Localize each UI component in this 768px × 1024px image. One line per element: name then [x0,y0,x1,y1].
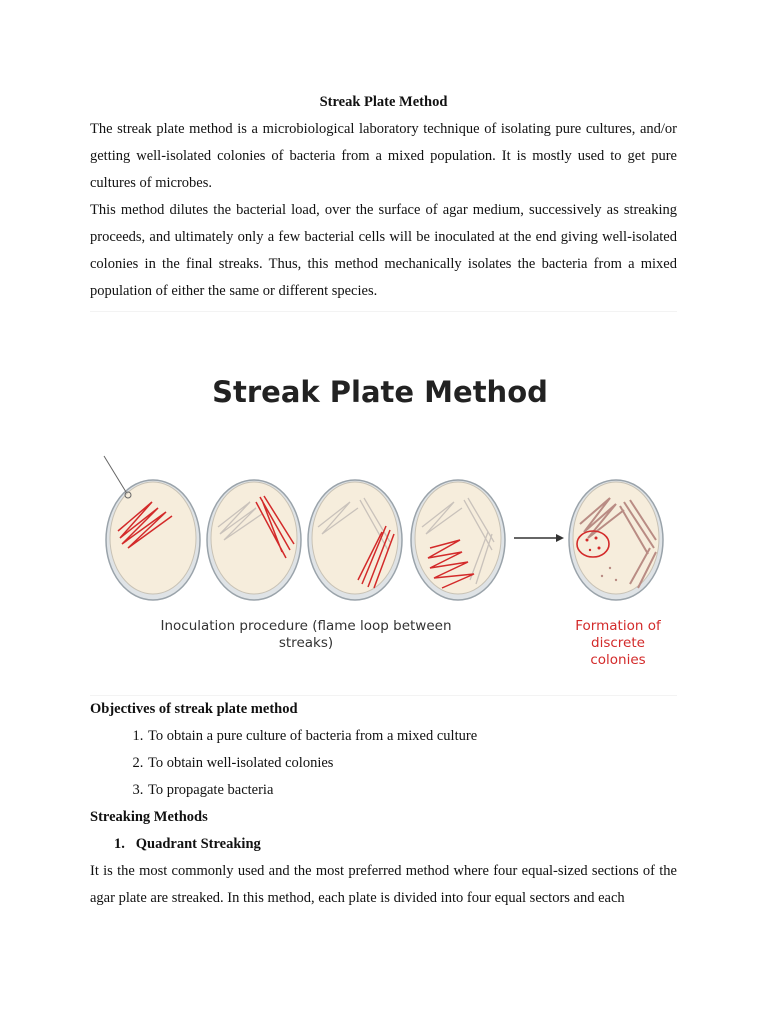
figure-caption-right-3: colonies [590,652,646,668]
petri-dish-2 [207,480,301,600]
quadrant-paragraph: It is the most commonly used and the most preferred method where four equal-sized sections of the agar plate are streaked. In this method, each plate is divided into four equal sectors and each [90,863,677,906]
inoculating-loop-icon [104,456,126,492]
list-item: 1. To obtain a pure culture of bacteria from a mixed culture [147,723,677,750]
figure-title: Streak Plate Method [212,375,548,409]
document-page [90,89,677,912]
streak-plate-illustration [90,312,677,695]
petri-dish-3 [308,480,402,600]
streak-plate-figure [90,311,677,696]
figure-caption-left-2: streaks) [278,635,334,651]
petri-dish-1 [104,456,200,600]
quadrant-streaking-heading [90,831,677,858]
section-title: Quadrant Streaking [135,836,261,852]
intro-paragraph-2: This method dilutes the bacterial load, over the surface of agar medium, successively as streaking proceeds, and ultimately only a few bacterial cells will be inoculated at the end giving well-isolated colonies in the final streaks. Thus, this method mechanically isolates the bacteria from a mixed population of either the same or different species. [90,202,677,299]
arrow-icon [514,534,564,542]
streaking-methods-heading: Streaking Methods [90,809,208,825]
page-title: Streak Plate Method [319,94,448,110]
figure-caption-right: Formation of [575,618,661,634]
list-item: 2. To obtain well-isolated colonies [147,750,677,777]
intro-paragraph-1: The streak plate method is a microbiological laboratory technique of isolating pure cultures, and/or getting well-isolated colonies of bacteria from a mixed population. It is mostly used to get pure cultures of microbes. [90,121,677,191]
objectives-heading: Objectives of streak plate method [90,701,298,717]
list-item: 3. To propagate bacteria [147,777,677,804]
objectives-list [90,723,677,804]
section-number: 1. [114,836,125,852]
figure-caption-left: Inoculation procedure (flame loop between [160,618,452,634]
petri-dish-4 [411,480,505,600]
petri-dish-final [569,480,663,600]
figure-caption-right-2: discrete [591,635,645,651]
